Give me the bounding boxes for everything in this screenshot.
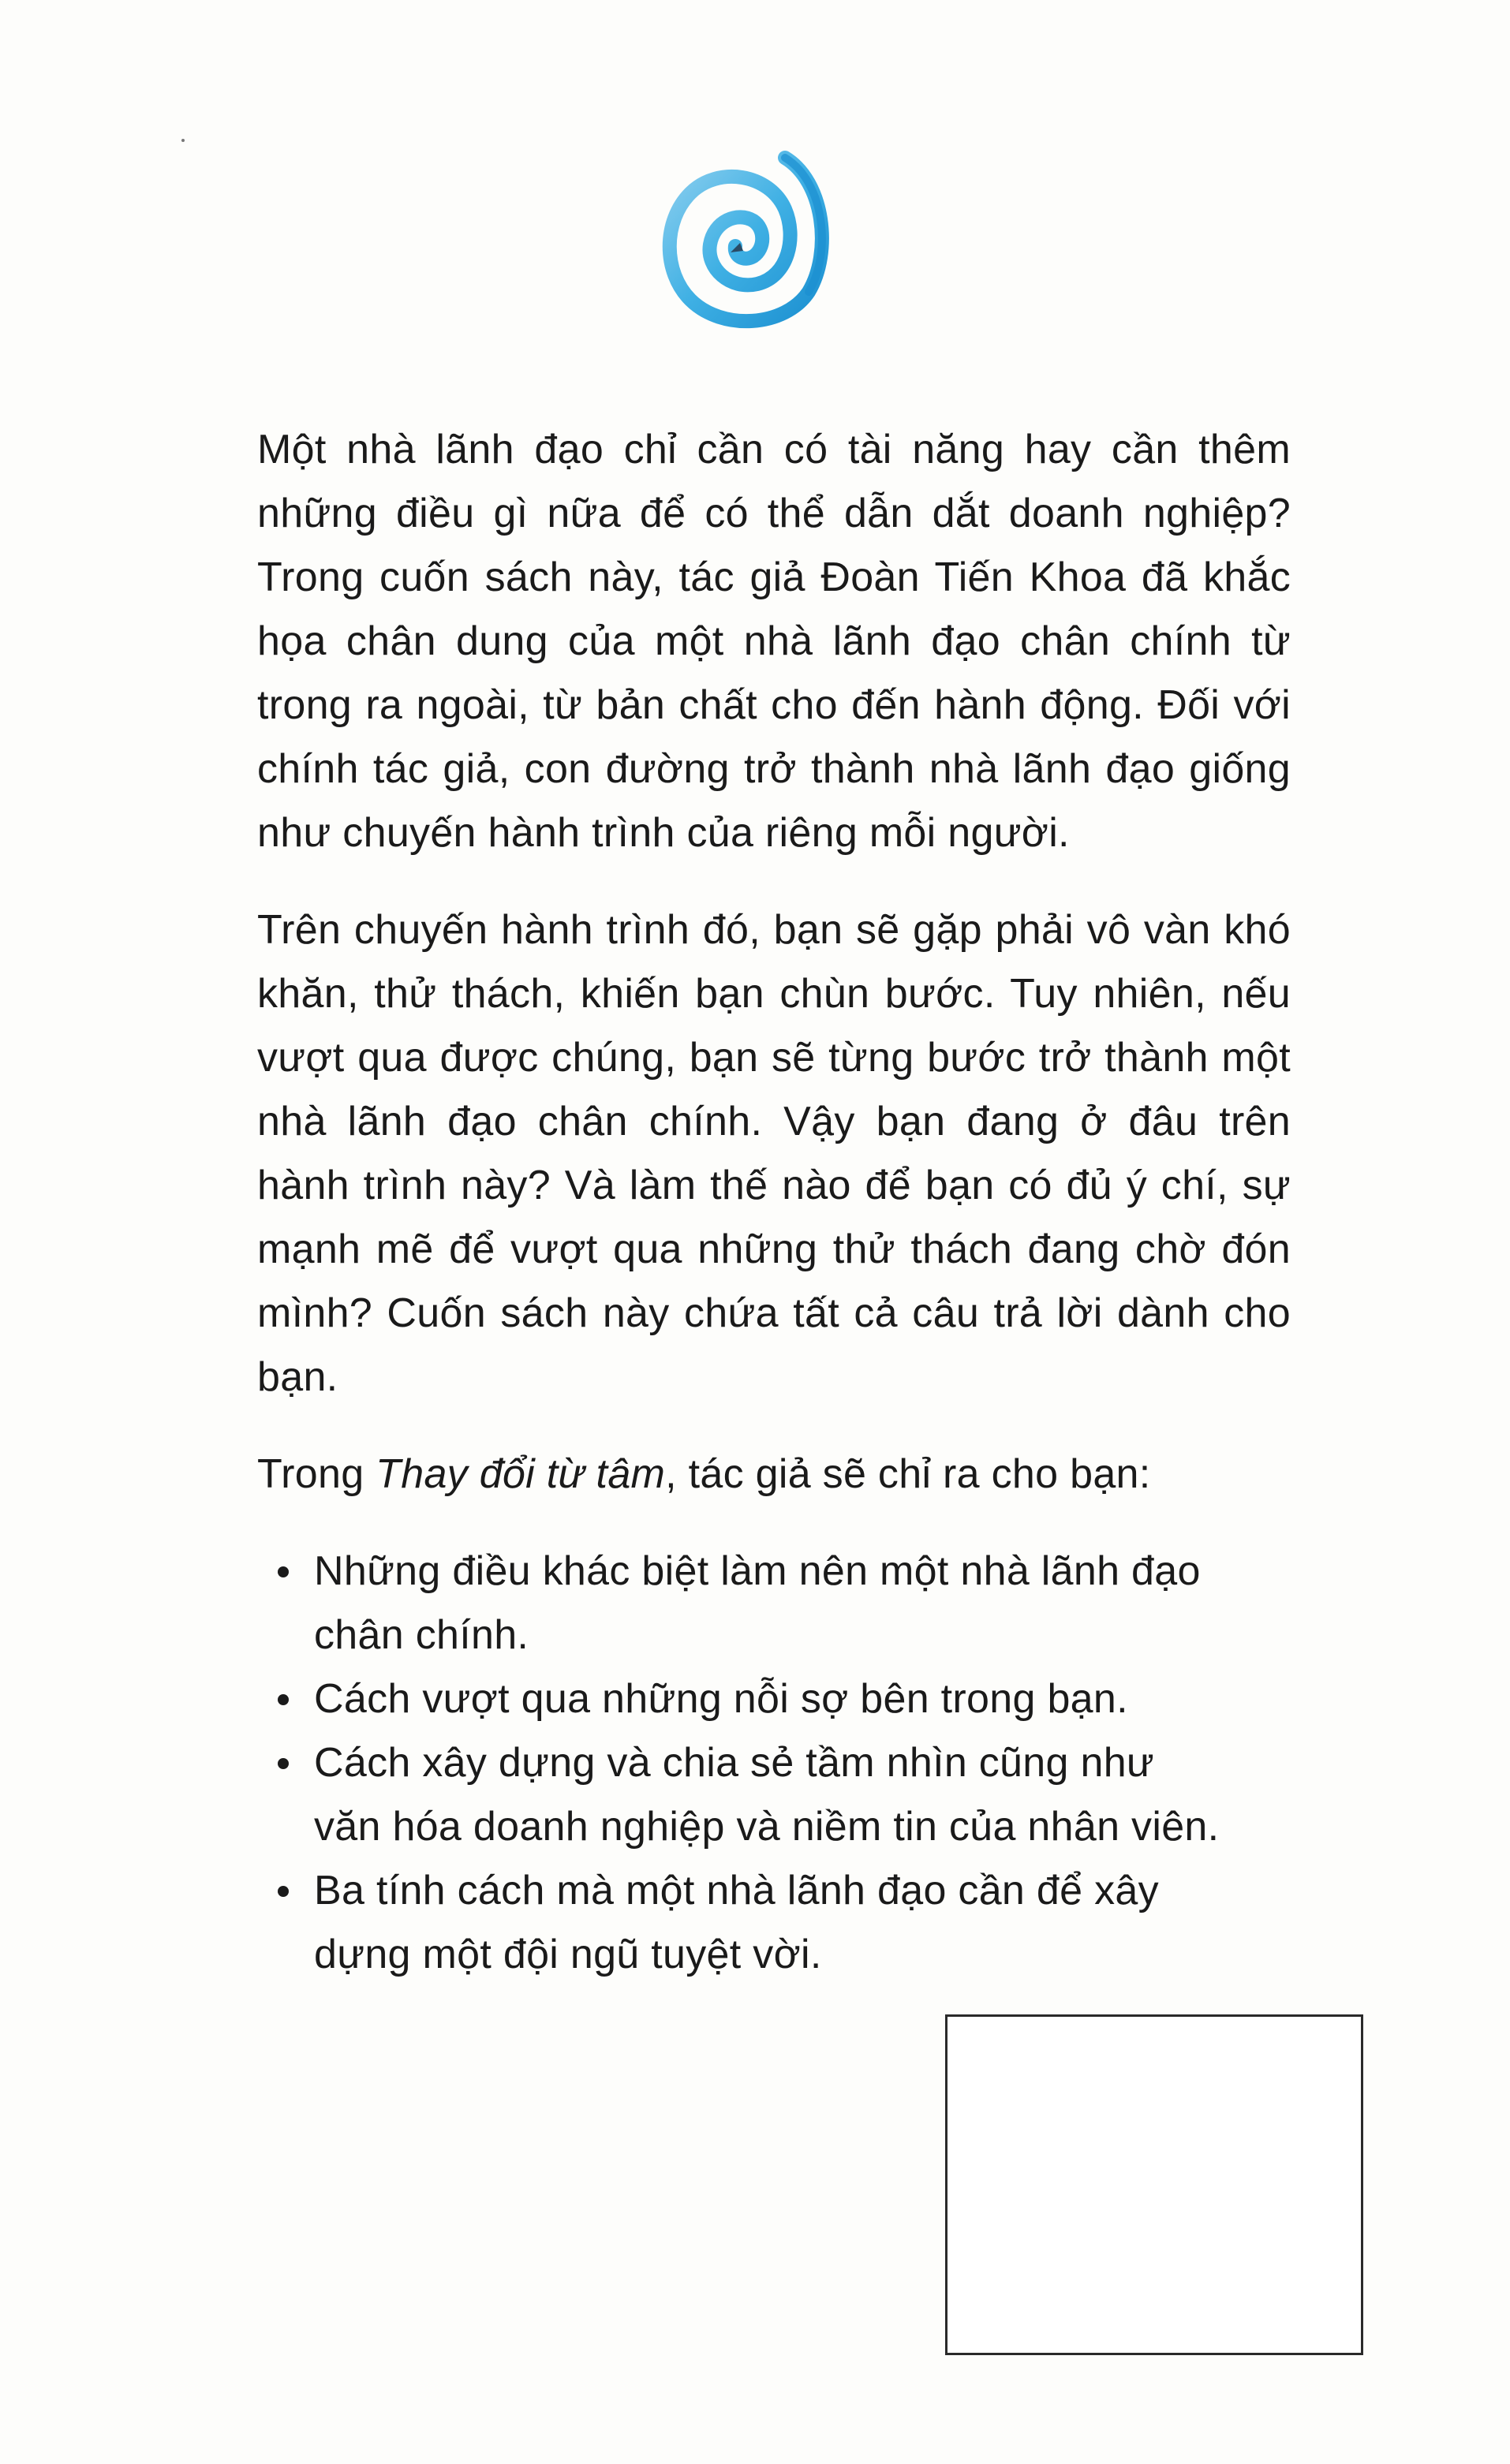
barcode-placeholder-box (945, 2014, 1363, 2355)
list-intro-suffix: , tác giả sẽ chỉ ra cho bạn: (665, 1451, 1151, 1497)
blue-spiral-icon (655, 142, 844, 339)
list-item: Cách vượt qua những nỗi sợ bên trong bạn. (314, 1667, 1229, 1731)
key-points-list (257, 1540, 1229, 1987)
blurb-text (257, 418, 1291, 1987)
paragraph-1: Một nhà lãnh đạo chỉ cần có tài năng hay cần thêm những điều gì nữa để có thể dẫn dắt doanh nghiệp? Trong cuốn sách này, tác giả Đoàn Tiến Khoa đã khắc họa chân dung của một nhà lãnh đạo chân chính từ trong ra ngoài, từ bản chất cho đến hành động. Đối với chính tác giả, con đường trở thành nhà lãnh đạo giống như chuyến hành trình của riêng mỗi người. (257, 427, 1291, 856)
list-item: Cách xây dựng và chia sẻ tầm nhìn cũng như văn hóa doanh nghiệp và niềm tin của nhân viên. (314, 1731, 1229, 1859)
list-item: Ba tính cách mà một nhà lãnh đạo cần để xây dựng một đội ngũ tuyệt vời. (314, 1859, 1229, 1987)
book-title: Thay đổi từ tâm (376, 1451, 666, 1497)
list-intro-prefix: Trong (257, 1451, 376, 1497)
stray-mark (181, 139, 185, 142)
paragraph-2: Trên chuyến hành trình đó, bạn sẽ gặp phải vô vàn khó khăn, thử thách, khiến bạn chùn bước. Tuy nhiên, nếu vượt qua được chúng, bạn sẽ từng bước trở thành một nhà lãnh đạo chân chính. Vậy bạn đang ở đâu trên hành trình này? Và làm thế nào để bạn có đủ ý chí, sự mạnh mẽ để vượt qua những thử thách đang chờ đón mình? Cuốn sách này chứa tất cả câu trả lời dành cho bạn. (257, 907, 1291, 1400)
list-item: Những điều khác biệt làm nên một nhà lãnh đạo chân chính. (314, 1540, 1229, 1667)
list-intro (257, 1443, 1291, 1506)
